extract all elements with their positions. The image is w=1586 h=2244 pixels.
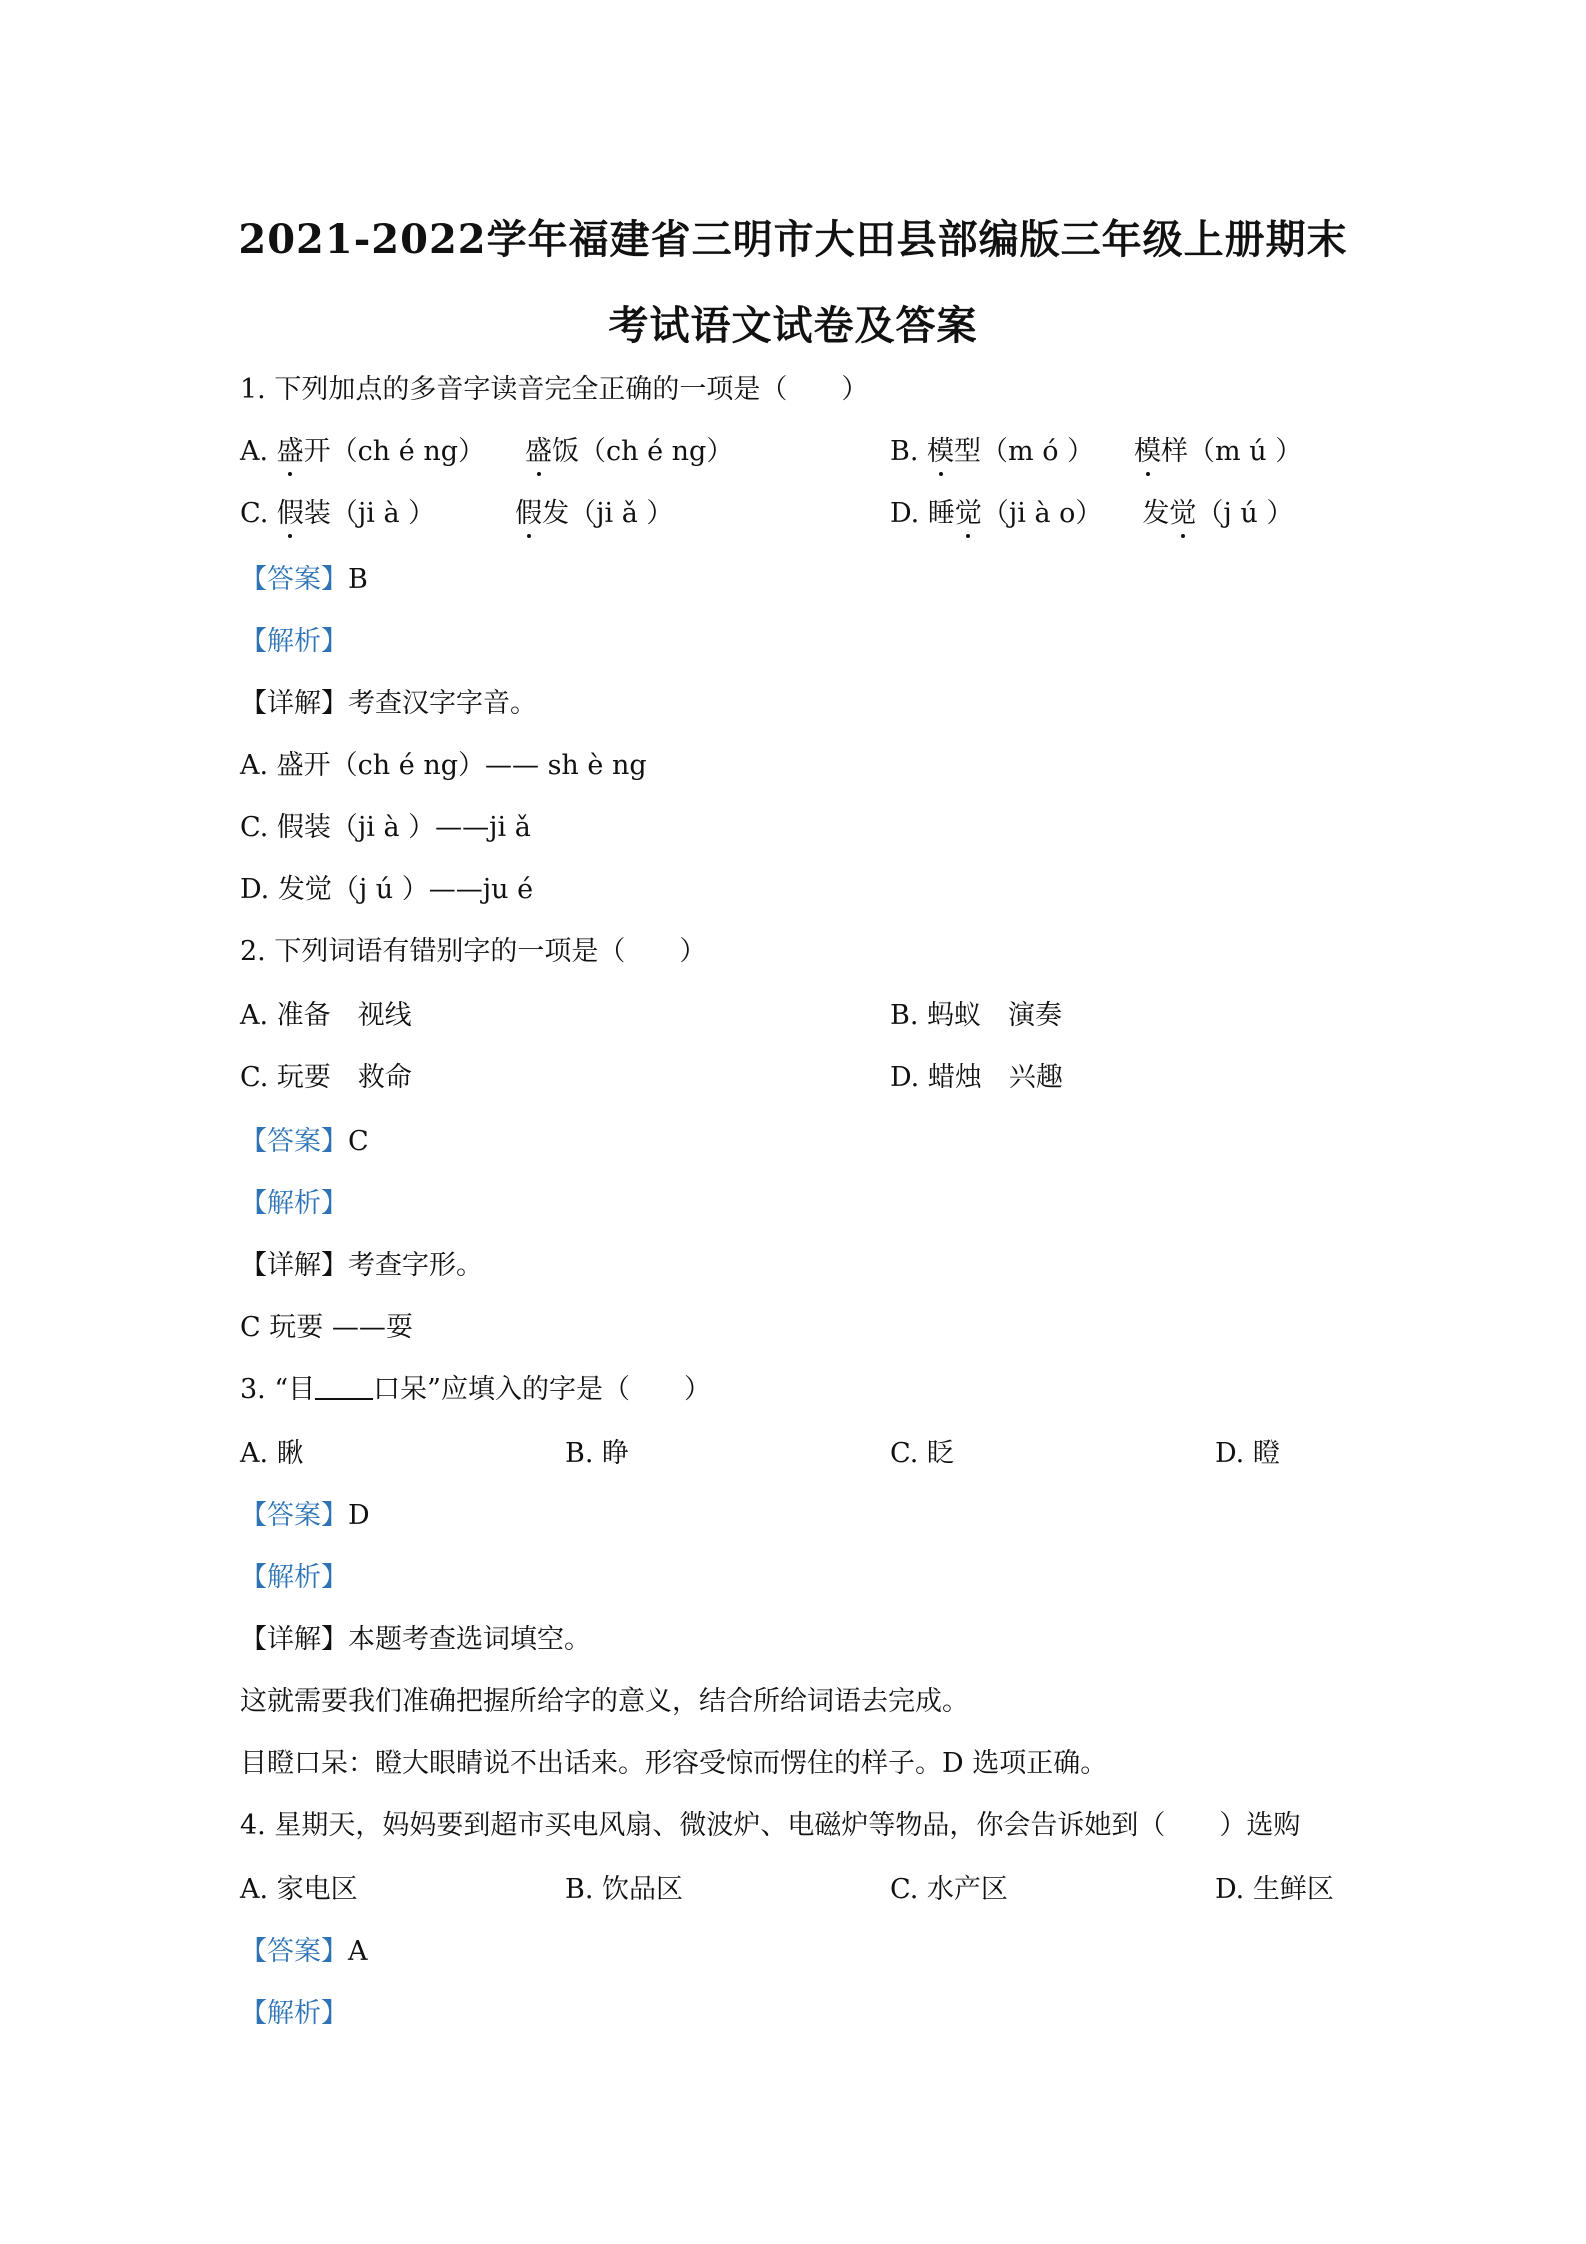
q1-detail-text: 考查汉字字音。: [348, 688, 537, 719]
q4-answer: [240, 1934, 368, 1970]
q1-stem: 1. 下列加点的多音字读音完全正确的一项是（ ）: [240, 374, 869, 405]
q2-answer: [240, 1124, 369, 1160]
q1-b-word-2: 样（m ú ）: [1161, 436, 1303, 467]
q1-c-dotted-char-2: 假: [515, 496, 542, 532]
q1-explain-a: A. 盛开（ch é ng）—— sh è ng: [240, 750, 647, 781]
q1-option-a: [240, 434, 733, 470]
q3-explain-2: 目瞪口呆：瞪大眼睛说不出话来。形容受惊而愣住的样子。D 选项正确。: [240, 1748, 1108, 1779]
q1-d-char-1: 睡: [927, 498, 955, 529]
q1-d-word-1: （ji à o）: [981, 498, 1103, 529]
q3-answer-value: D: [348, 1500, 370, 1531]
q3-stem-pre: 3. “目: [240, 1374, 316, 1405]
page-title-line2: 考试语文试卷及答案: [608, 302, 978, 349]
analysis-tag: 【解析】: [240, 1188, 348, 1219]
answer-tag: 【答案】: [240, 1936, 348, 1967]
analysis-tag: 【解析】: [240, 1562, 348, 1593]
q2-option-a: A. 准备 视线: [240, 1000, 412, 1031]
q4-answer-value: A: [348, 1936, 368, 1967]
q1-d-dotted-char-2: 觉: [1169, 496, 1196, 532]
q1-explain-c: C. 假装（ji à ）——ji ǎ: [240, 812, 531, 843]
q2-option-d: D. 蜡烛 兴趣: [890, 1062, 1063, 1093]
q4-option-d: D. 生鲜区: [1215, 1874, 1334, 1905]
q3-detail: [240, 1622, 591, 1658]
q3-option-c: C. 眨: [890, 1438, 954, 1469]
q3-option-b: B. 睁: [565, 1438, 630, 1469]
q1-a-dotted-char-1: 盛: [277, 434, 304, 470]
q1-a-word-1: 开（ch é ng）: [303, 436, 485, 467]
q1-a-prefix: A.: [240, 436, 277, 467]
q1-explain-d: D. 发觉（j ú ）——ju é: [240, 874, 534, 905]
q4-option-c: C. 水产区: [890, 1874, 1008, 1905]
q4-stem: 4. 星期天，妈妈要到超市买电风扇、微波炉、电磁炉等物品，你会告诉她到（ ）选购: [240, 1810, 1301, 1841]
q1-answer: [240, 562, 368, 598]
q2-detail-text: 考查字形。: [348, 1250, 483, 1281]
answer-tag: 【答案】: [240, 1500, 348, 1531]
q3-option-d: D. 瞪: [1215, 1438, 1280, 1469]
q3-answer: [240, 1498, 370, 1534]
q3-stem-post: 口呆”应填入的字是（ ）: [373, 1374, 711, 1405]
q2-explain: C 玩要 ——耍: [240, 1312, 413, 1343]
page-title-line1: 2021-2022学年福建省三明市大田县部编版三年级上册期末: [238, 216, 1348, 263]
q1-c-dotted-char-1: 假: [277, 496, 304, 532]
q3-analysis: [240, 1560, 348, 1596]
q1-a-word-2: 饭（ch é ng）: [552, 436, 734, 467]
q4-option-a: A. 家电区: [240, 1874, 358, 1905]
answer-tag: 【答案】: [240, 564, 348, 595]
q1-detail: [240, 686, 537, 722]
q2-answer-value: C: [348, 1126, 369, 1157]
q2-option-c: C. 玩要 救命: [240, 1062, 412, 1093]
q3-detail-text: 本题考查选词填空。: [348, 1624, 591, 1655]
q1-option-d: [890, 496, 1293, 532]
q4-option-b: B. 饮品区: [565, 1874, 684, 1905]
q2-analysis: [240, 1186, 348, 1222]
answer-tag: 【答案】: [240, 1126, 348, 1157]
analysis-tag: 【解析】: [240, 1998, 348, 2029]
q1-answer-value: B: [348, 564, 368, 595]
q1-d-word-2: （j ú ）: [1196, 498, 1294, 529]
q1-c-word-1: 装（ji à ）: [303, 498, 436, 529]
q1-b-dotted-char-1: 模: [927, 434, 954, 470]
q1-d-char-2: 发: [1142, 498, 1170, 529]
q3-stem: [240, 1372, 711, 1408]
analysis-tag: 【解析】: [240, 626, 348, 657]
q1-c-word-2: 发（ji ǎ ）: [542, 498, 674, 529]
q1-b-word-1: 型（m ó ）: [954, 436, 1095, 467]
q1-d-dotted-char-1: 觉: [955, 496, 982, 532]
q3-blank: [315, 1374, 373, 1400]
detail-tag: 【详解】: [240, 1624, 348, 1655]
q1-a-dotted-char-2: 盛: [525, 434, 552, 470]
q1-analysis: [240, 624, 348, 660]
q1-d-prefix: D.: [890, 498, 928, 529]
q1-b-prefix: B.: [890, 436, 928, 467]
q2-option-b: B. 蚂蚁 演奏: [890, 1000, 1063, 1031]
q2-stem: 2. 下列词语有错别字的一项是（ ）: [240, 936, 707, 967]
q1-b-dotted-char-2: 模: [1134, 434, 1161, 470]
q4-analysis: [240, 1996, 348, 2032]
q3-option-a: A. 瞅: [240, 1438, 304, 1469]
detail-tag: 【详解】: [240, 688, 348, 719]
q1-option-c: [240, 496, 673, 532]
q1-option-b: [890, 434, 1302, 470]
q2-detail: [240, 1248, 483, 1284]
q1-c-prefix: C.: [240, 498, 277, 529]
q3-explain-1: 这就需要我们准确把握所给字的意义，结合所给词语去完成。: [240, 1686, 969, 1717]
detail-tag: 【详解】: [240, 1250, 348, 1281]
